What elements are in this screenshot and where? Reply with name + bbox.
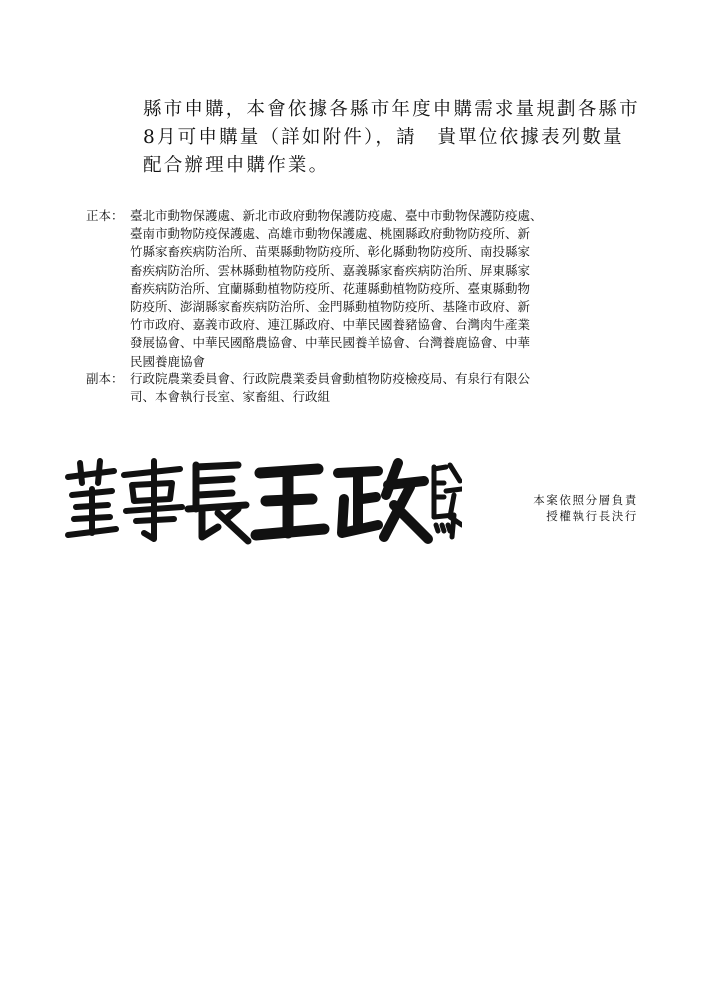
recipient-line: 行政院農業委員會、行政院農業委員會動植物防疫檢疫局、有泉行有限公 bbox=[130, 371, 531, 386]
recipient-line: 司、本會執行長室、家畜組、行政組 bbox=[130, 389, 331, 405]
recipient-line: 竹市政府、嘉義市政府、連江縣政府、中華民國養豬協會、台灣肉牛產業 bbox=[130, 317, 531, 333]
recipient-line: 臺南市動物防疫保護處、高雄市動物保護處、桃園縣政府動物防疫所、新 bbox=[130, 226, 531, 242]
recipient-line: 發展協會、中華民國酪農協會、中華民國養羊協會、台灣養鹿協會、中華 bbox=[130, 335, 531, 351]
signature-brush-strokes bbox=[62, 455, 462, 545]
recipient-line: 畜疾病防治所、雲林縣動植物防疫所、嘉義縣家畜疾病防治所、屏東縣家 bbox=[130, 262, 531, 278]
recipient-line: 竹縣家畜疾病防治所、苗栗縣動物防疫所、彰化縣動物防疫所、南投縣家 bbox=[130, 244, 531, 260]
body-line: 縣市申購，本會依據各縣市年度申購需求量規劃各縣市 bbox=[143, 99, 640, 120]
recipient-line: 畜疾病防治所、宜蘭縣動植物防疫所、花蓮縣動植物防疫所、臺東縣動物 bbox=[130, 280, 531, 296]
delegation-line: 授權執行長決行 bbox=[546, 509, 638, 523]
body-line: 配合辦理申購作業。 bbox=[143, 155, 330, 176]
delegation-line: 本案依照分層負責 bbox=[533, 493, 638, 507]
chairman-signature bbox=[62, 455, 462, 545]
delegation-note bbox=[508, 492, 638, 524]
copy-recipients-label: 副本： bbox=[86, 371, 124, 386]
main-recipients-label: 正本： bbox=[86, 208, 124, 223]
body-paragraph bbox=[143, 96, 640, 180]
recipient-line: 民國養鹿協會 bbox=[130, 353, 206, 369]
main-recipients-list bbox=[130, 207, 626, 371]
recipient-line: 防疫所、澎湖縣家畜疾病防治所、金門縣動植物防疫所、基隆市政府、新 bbox=[130, 299, 531, 315]
recipient-line: 臺北市動物保護處、新北市政府動物保護防疫處、臺中市動物保護防疫處、 bbox=[130, 208, 543, 223]
body-line: 8月可申購量（詳如附件），請 貴單位依據表列數量 bbox=[143, 127, 624, 148]
copy-recipients-list bbox=[130, 370, 626, 406]
